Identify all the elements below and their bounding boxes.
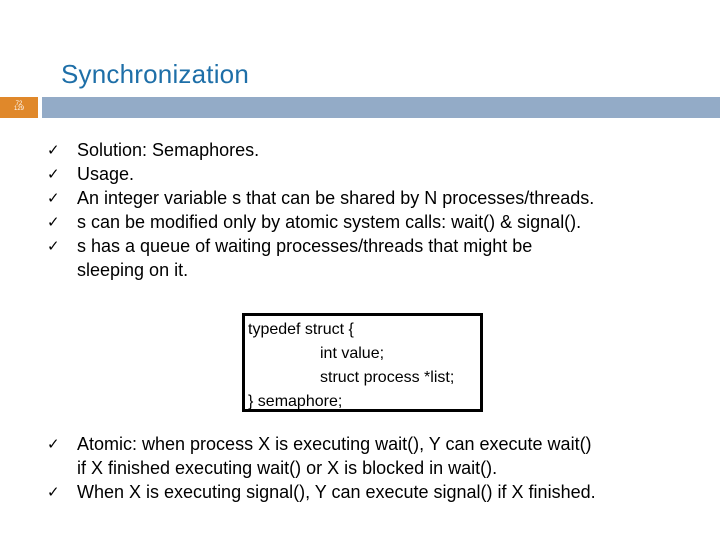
list-item <box>47 234 594 282</box>
list-item <box>47 138 594 162</box>
code-line: typedef struct { <box>248 321 354 338</box>
bullet-text: An integer variable s that can be shared by N processes/threads. <box>77 188 595 208</box>
slide-title: Synchronization <box>61 59 249 89</box>
check-icon: ✓ <box>47 141 60 159</box>
bullet-list-top <box>47 138 594 282</box>
slide-number: 72 129 <box>13 101 24 112</box>
list-item <box>47 432 596 480</box>
check-icon: ✓ <box>47 165 60 183</box>
bullet-text: Atomic: when process X is executing wait(), Y can execute wait() <box>77 434 592 454</box>
check-icon: ✓ <box>47 435 60 453</box>
check-icon: ✓ <box>47 189 60 207</box>
bullet-text: Usage. <box>77 164 135 184</box>
bullet-text: s can be modified only by atomic system calls: wait() & signal(). <box>77 212 582 232</box>
code-line: int value; <box>320 345 385 362</box>
header-bar <box>42 97 720 118</box>
check-icon: ✓ <box>47 237 60 255</box>
check-icon: ✓ <box>47 213 60 231</box>
list-item <box>47 480 596 504</box>
bullet-list-bottom <box>47 432 596 504</box>
bullet-text-continued: if X finished executing wait() or X is blocked in wait(). <box>77 458 498 478</box>
bullet-text: When X is executing signal(), Y can execute signal() if X finished. <box>77 482 596 502</box>
bullet-text-continued: sleeping on it. <box>77 260 189 280</box>
bullet-text: s has a queue of waiting processes/threads that might be <box>77 236 533 256</box>
code-box <box>242 313 483 412</box>
list-item <box>47 162 594 186</box>
list-item <box>47 186 594 210</box>
bullet-text: Solution: Semaphores. <box>77 140 260 160</box>
check-icon: ✓ <box>47 483 60 501</box>
list-item <box>47 210 594 234</box>
code-line: } semaphore; <box>248 393 343 410</box>
code-line: struct process *list; <box>320 369 455 386</box>
